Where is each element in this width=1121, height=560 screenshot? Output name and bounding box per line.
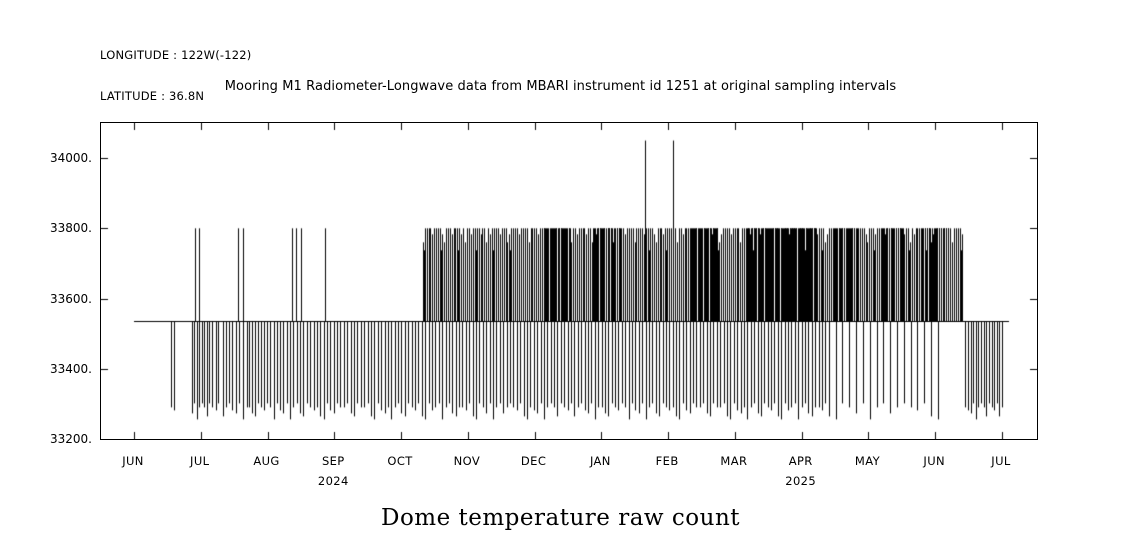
bottom-title: Dome temperature raw count: [381, 505, 740, 531]
x-tick-label: AUG: [253, 454, 280, 468]
x-tick-label: OCT: [387, 454, 413, 468]
chart-title: Mooring M1 Radiometer-Longwave data from MBARI instrument id 1251 at original sampling intervals: [224, 79, 897, 94]
x-tick-label: JUN: [923, 454, 946, 468]
x-tick-label: APR: [788, 454, 813, 468]
x-year-label: 2025: [785, 474, 817, 488]
y-tick-label: 33400.: [50, 361, 92, 376]
x-tick-label: SEP: [321, 454, 345, 468]
x-tick-label: JAN: [589, 454, 611, 468]
x-tick-label: FEB: [655, 454, 679, 468]
x-tick-label: JUL: [991, 454, 1011, 468]
x-tick-label: NOV: [453, 454, 481, 468]
y-tick-label: 33800.: [50, 221, 92, 236]
latitude-text: LATITUDE : 36.8N: [100, 88, 205, 103]
x-tick-label: JUL: [190, 454, 210, 468]
y-tick-label: 34000.: [50, 151, 92, 166]
x-year-label: 2024: [317, 474, 349, 488]
x-tick-label: JUN: [122, 454, 144, 468]
y-tick-label: 33600.: [50, 291, 92, 306]
x-tick-label: MAY: [854, 454, 881, 468]
y-tick-label: 33200.: [50, 432, 92, 446]
longitude-text: LONGITUDE : 122W(-122): [100, 48, 252, 62]
x-tick-label: MAR: [720, 454, 748, 468]
x-tick-label: DEC: [520, 454, 547, 468]
